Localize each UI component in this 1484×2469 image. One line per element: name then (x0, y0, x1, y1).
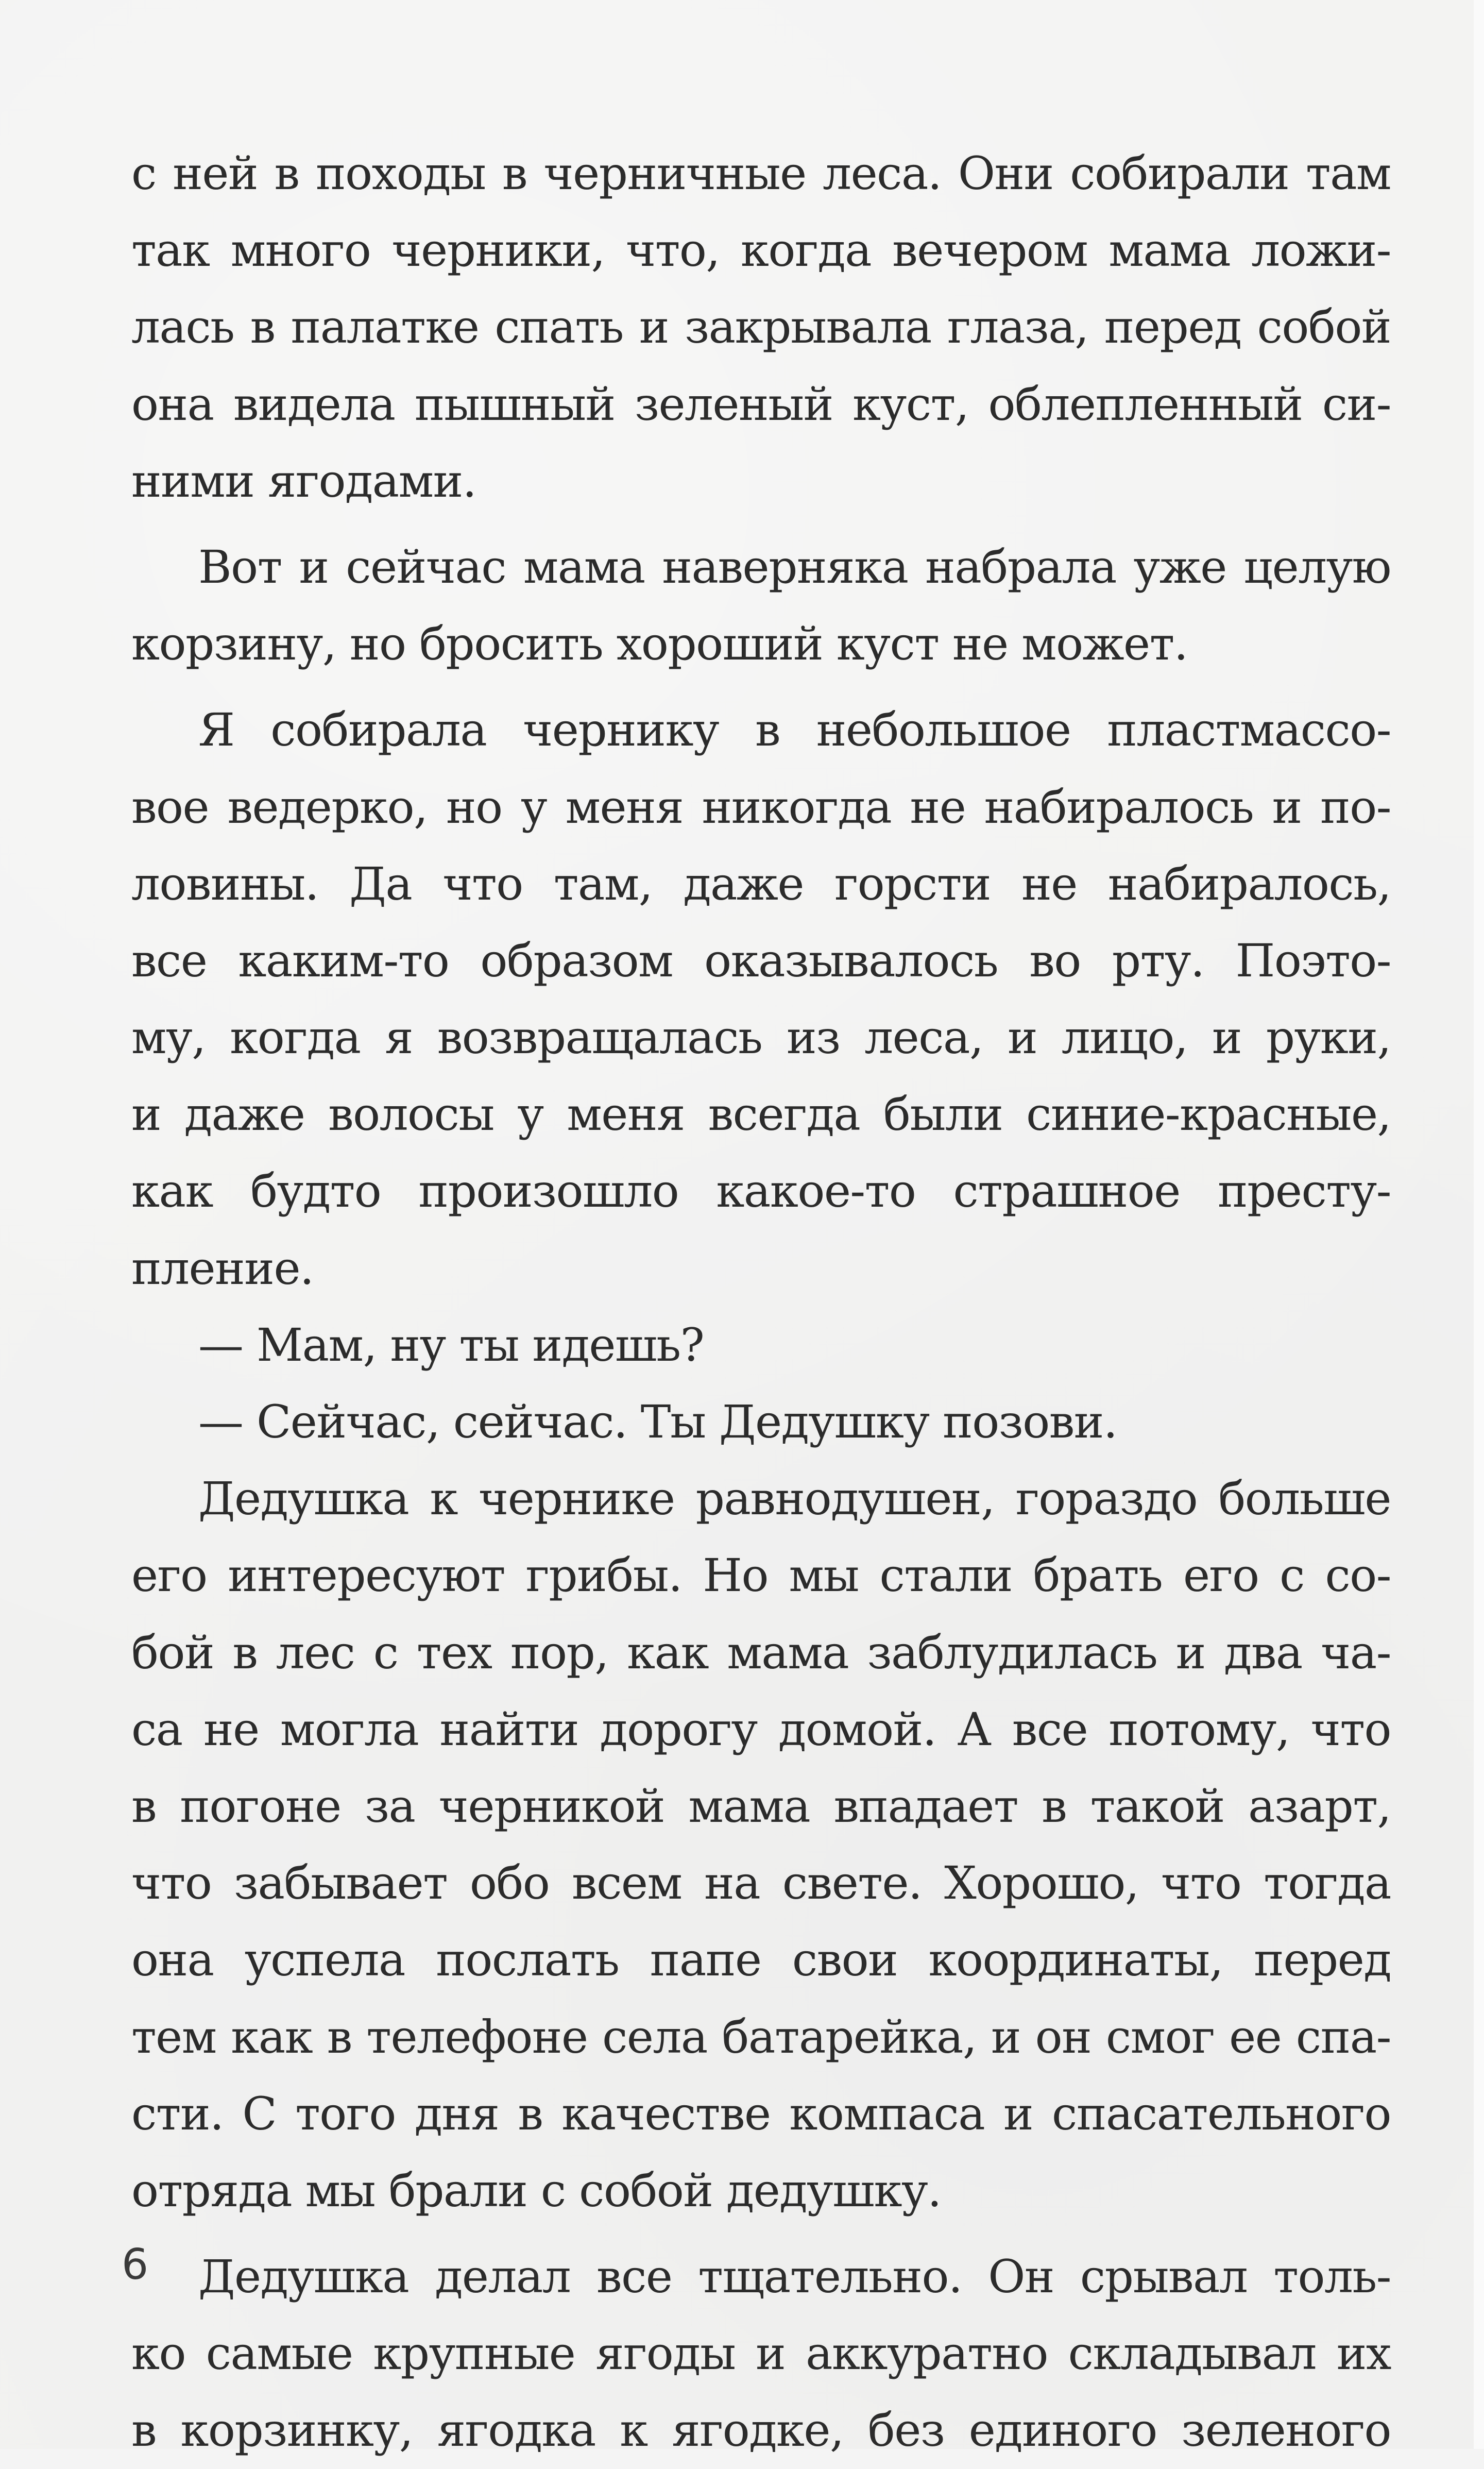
body-text (131, 135, 1391, 2469)
paragraph-gap (131, 682, 1391, 691)
text-line: вое ведерко, но у меня никогда не набиралось и по- (131, 780, 1391, 834)
text-line: с ней в походы в черничные леса. Они собирали там (131, 147, 1391, 200)
text-line: корзину, но бросить хороший куст не может. (131, 617, 1188, 671)
text-line: ними ягодами. (131, 454, 476, 508)
paragraph (131, 691, 1391, 1307)
page-number: 6 (122, 2240, 149, 2289)
page-edge (1474, 0, 1484, 2449)
text-line: что забывает обо всем на свете. Хорошо, что тогда (131, 1856, 1391, 1910)
text-line: — Сейчас, сейчас. Ты Дедушку позови. (198, 1395, 1117, 1448)
text-line: — Мам, ну ты идешь? (198, 1318, 704, 1372)
text-line: ловины. Да что там, даже горсти не набиралось, (131, 857, 1391, 910)
text-line: Я собирала чернику в небольшое пластмассо- (198, 703, 1391, 757)
text-line: она видела пышный зеленый куст, облепленный си- (131, 377, 1391, 431)
text-line: и даже волосы у меня всегда были синие-красные, (131, 1088, 1391, 1141)
paragraph (131, 529, 1391, 682)
text-line: тем как в телефоне села батарейка, и он смог ее спа- (131, 2010, 1391, 2064)
paragraph-gap (131, 2229, 1391, 2238)
text-line: лась в палатке спать и закрывала глаза, перед собой (131, 300, 1391, 354)
paragraph-gap (131, 519, 1391, 529)
text-line: Дедушка делал все тщательно. Он срывал толь- (198, 2250, 1391, 2304)
text-line: она успела послать папе свои координаты, перед (131, 1933, 1391, 1987)
paragraph (131, 2238, 1391, 2469)
text-line: сти. С того дня в качестве компаса и спасательного (131, 2087, 1391, 2140)
text-line: бой в лес с тех пор, как мама заблудилась и два ча- (131, 1626, 1391, 1679)
text-line: в корзинку, ягодка к ягодке, без единого зеленого (131, 2404, 1391, 2457)
text-line: му, когда я возвращалась из леса, и лицо, и руки, (131, 1011, 1391, 1064)
paragraph (131, 135, 1391, 519)
text-line: все каким-то образом оказывалось во рту. Поэто- (131, 934, 1391, 987)
dialogue-line (131, 1307, 1391, 1383)
text-line: как будто произошло какое-то страшное престу- (131, 1164, 1391, 1218)
paragraph (131, 1460, 1391, 2229)
text-line: са не могла найти дорогу домой. А все потому, что (131, 1702, 1391, 1756)
text-line: отряда мы брали с собой дедушку. (131, 2163, 941, 2217)
text-line: его интересуют грибы. Но мы стали брать его с со- (131, 1549, 1391, 1602)
text-line: в погоне за черникой мама впадает в такой азарт, (131, 1779, 1391, 1833)
dialogue-line (131, 1383, 1391, 1460)
text-line: Вот и сейчас мама наверняка набрала уже целую (198, 540, 1391, 594)
text-line: так много черники, что, когда вечером мама ложи- (131, 224, 1391, 277)
text-line: Дедушка к чернике равнодушен, гораздо больше (198, 1472, 1391, 1526)
text-line: пление. (131, 1241, 314, 1295)
text-line: ко самые крупные ягоды и аккуратно складывал их (131, 2327, 1391, 2380)
